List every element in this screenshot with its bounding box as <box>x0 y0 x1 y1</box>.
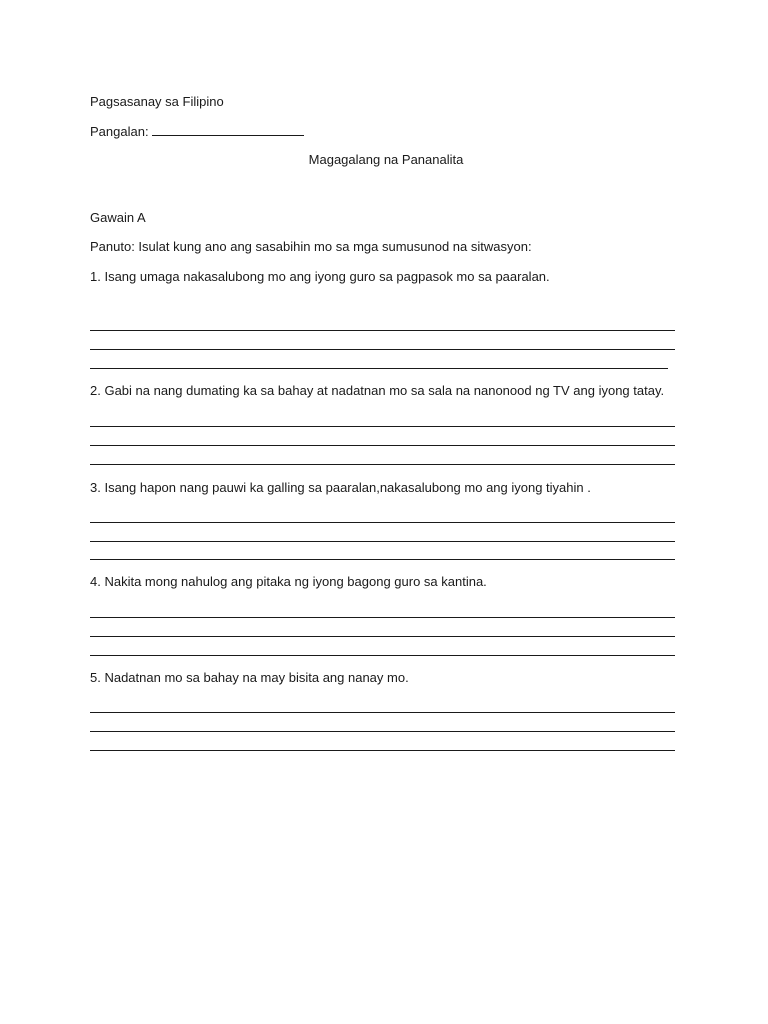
answer-line-5-1[interactable] <box>90 712 675 713</box>
question-2: 2. Gabi na nang dumating ka sa bahay at nadatnan mo sa sala na nanonood ng TV ang iyong tatay. <box>90 383 665 398</box>
answer-line-3-2[interactable] <box>90 541 675 542</box>
question-5: 5. Nadatnan mo sa bahay na may bisita ang nanay mo. <box>90 670 409 685</box>
answer-line-5-3[interactable] <box>90 750 675 751</box>
answer-line-1-2[interactable] <box>90 349 675 350</box>
name-row <box>90 123 304 140</box>
answer-line-3-3[interactable] <box>90 559 675 560</box>
answer-line-4-1[interactable] <box>90 617 675 618</box>
question-1: 1. Isang umaga nakasalubong mo ang iyong guro sa pagpasok mo sa paaralan. <box>90 269 550 284</box>
answer-line-2-3[interactable] <box>90 464 675 465</box>
answer-line-4-2[interactable] <box>90 636 675 637</box>
worksheet-title <box>0 152 768 168</box>
activity-label: Gawain A <box>90 210 146 225</box>
answer-line-1-1[interactable] <box>90 330 675 331</box>
answer-line-4-3[interactable] <box>90 655 675 656</box>
answer-line-3-1[interactable] <box>90 522 675 523</box>
question-3: 3. Isang hapon nang pauwi ka galling sa paaralan,nakasalubong mo ang iyong tiyahin . <box>90 480 591 495</box>
instructions: Panuto: Isulat kung ano ang sasabihin mo sa mga sumusunod na sitwasyon: <box>90 239 532 254</box>
subject-heading: Pagsasanay sa Filipino <box>90 94 224 109</box>
worksheet-title-text: Magagalang na Pananalita <box>308 152 464 167</box>
answer-line-2-1[interactable] <box>90 426 675 427</box>
name-blank-line[interactable] <box>152 123 304 136</box>
question-4: 4. Nakita mong nahulog ang pitaka ng iyong bagong guro sa kantina. <box>90 574 487 589</box>
name-label: Pangalan: <box>90 124 149 139</box>
answer-line-2-2[interactable] <box>90 445 675 446</box>
answer-line-5-2[interactable] <box>90 731 675 732</box>
answer-line-1-3[interactable] <box>90 368 668 369</box>
